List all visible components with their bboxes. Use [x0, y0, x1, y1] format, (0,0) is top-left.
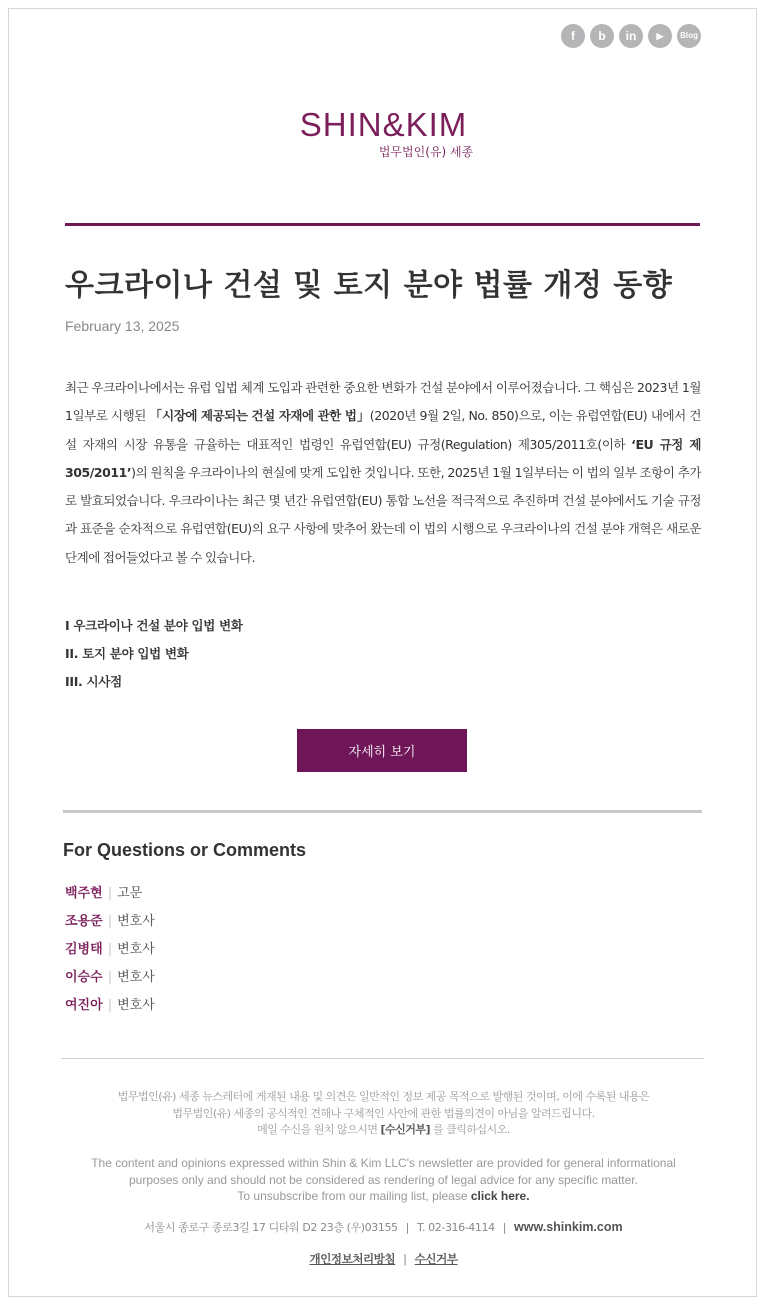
privacy-policy-link[interactable]: 개인정보처리방침	[309, 1252, 396, 1266]
section-divider	[63, 810, 702, 813]
unsubscribe-text: To unsubscribe from our mailing list, please	[237, 1189, 471, 1203]
toc-item[interactable]: II. 토지 분야 입법 변화	[65, 646, 189, 661]
contact-role: 변호사	[117, 970, 155, 985]
read-more-button[interactable]: 자세히 보기	[297, 729, 467, 772]
separator: |	[107, 970, 113, 985]
contact-name[interactable]: 조용준	[65, 914, 103, 929]
unsubscribe-link-ko[interactable]: [수신거부]	[380, 1123, 431, 1136]
disclaimer-en-line: purposes only and should not be considered as rendering of legal advice for any specific matter.	[129, 1172, 638, 1187]
blog-icon[interactable]: b	[590, 24, 614, 48]
contact-role: 고문	[117, 886, 143, 901]
separator: |	[502, 1221, 507, 1234]
body-text-1: 최근 우크라이나에서는 유럽 입법 체계 도입과 관련한 중요한 변화가 건설 분야에서 이루어졌습니다. 그 핵심은 2023년 1월 1일부로 시행된	[65, 380, 701, 424]
body-text-3: )의 원칙을 우크라이나의 현실에 맞게 도입한 것입니다. 또한, 2025년 1월 1일부터는 이 법의 일부 조항이 추가로 발효되었습니다. 우크라이나는 최근 몇 년간 유럽연합(EU) 통합 노선을 적극적으로 추진하며 건설 분야에서도 기술 규정과 표준을 순차적으로 유럽연합(EU)의 요구 사항에 맞추어 왔는데 이 법의 시행으로 우크라이나의 건설 분야 개혁은 새로운 단계에 접어들었다고 볼 수 있습니다.	[65, 464, 701, 565]
separator: |	[107, 886, 113, 901]
linkedin-icon[interactable]: in	[619, 24, 643, 48]
header-divider	[65, 223, 700, 226]
body-law-name: 「시장에 제공되는 건설 자재에 관한 법」	[149, 408, 370, 424]
contact-item	[65, 908, 155, 936]
contacts-list	[65, 880, 155, 1020]
social-links	[561, 24, 701, 48]
body-text-2: (2020년 9월 2일, No. 850)으로, 이는 유럽연합(EU) 내에서 건설 자재의 시장 유통을 규율하는 대표적인 법령인 유럽연합(EU) 규정(Regulation) 제305/2011호(이하	[65, 408, 701, 452]
separator: |	[403, 1252, 407, 1266]
youtube-icon[interactable]: ▶	[648, 24, 672, 48]
contact-item	[65, 880, 155, 908]
footer-disclaimer-ko	[9, 1089, 758, 1139]
separator: |	[107, 914, 113, 929]
footer-disclaimer-en	[9, 1155, 758, 1205]
unsubscribe-text: 를 클릭하십시오.	[430, 1123, 510, 1136]
footer-divider	[61, 1058, 704, 1059]
unsubscribe-link-en[interactable]: click here.	[470, 1189, 530, 1203]
contact-role: 변호사	[117, 942, 155, 957]
website-link[interactable]: www.shinkim.com	[514, 1220, 623, 1234]
contact-item	[65, 964, 155, 992]
unsubscribe-text: 메일 수신을 원치 않으시면	[257, 1123, 381, 1136]
contact-role: 변호사	[117, 914, 155, 929]
body-regulation-name: ‘EU 규정 제305/2011’	[65, 436, 701, 480]
separator: |	[405, 1221, 409, 1234]
newsletter-frame	[8, 8, 757, 1297]
toc-item[interactable]: I 우크라이나 건설 분야 입법 변화	[65, 618, 243, 633]
phone: T. 02-316-4114	[416, 1221, 495, 1234]
article-title: 우크라이나 건설 및 토지 분야 법률 개정 동향	[65, 268, 673, 303]
toc-item[interactable]: III. 시사점	[65, 674, 122, 689]
article-body	[65, 374, 701, 572]
article-date: February 13, 2025	[65, 318, 180, 334]
unsubscribe-link[interactable]: 수신거부	[414, 1252, 458, 1266]
disclaimer-ko-line: 법무법인(유) 세종 뉴스레터에 게재된 내용 및 의견은 일반적인 정보 제공 목적으로 발행된 것이며, 이에 수록된 내용은	[117, 1090, 650, 1103]
disclaimer-en-line	[9, 1188, 758, 1205]
disclaimer-en-line: The content and opinions expressed within Shin & Kim LLC's newsletter are provided for general informational	[91, 1156, 676, 1170]
disclaimer-ko-line: 법무법인(유) 세종의 공식적인 견해나 구체적인 사안에 관한 법률의견이 아님을 알려드립니다.	[172, 1106, 595, 1120]
contact-item	[65, 992, 155, 1020]
contact-name[interactable]: 여진아	[65, 998, 103, 1013]
contact-name[interactable]: 김병태	[65, 942, 103, 957]
blog-n-icon[interactable]: Blog	[677, 24, 701, 48]
footer-links	[9, 1251, 758, 1267]
disclaimer-ko-line	[9, 1122, 758, 1139]
address: 서울시 종로구 종로3길 17 디타워 D2 23층 (우)03155	[144, 1221, 398, 1234]
contact-role: 변호사	[117, 998, 155, 1013]
logo-wordmark: SHIN&KIM	[299, 106, 468, 143]
separator: |	[107, 942, 113, 957]
table-of-contents	[65, 612, 243, 696]
logo-subtitle: 법무법인(유) 세종	[378, 145, 474, 159]
contact-name[interactable]: 백주현	[65, 886, 103, 901]
contact-name[interactable]: 이승수	[65, 970, 103, 985]
facebook-icon[interactable]: f	[561, 24, 585, 48]
shin-kim-logo[interactable]	[9, 107, 758, 160]
footer-address	[9, 1219, 758, 1235]
contact-item	[65, 936, 155, 964]
contacts-heading: For Questions or Comments	[63, 840, 307, 860]
separator: |	[107, 998, 113, 1013]
